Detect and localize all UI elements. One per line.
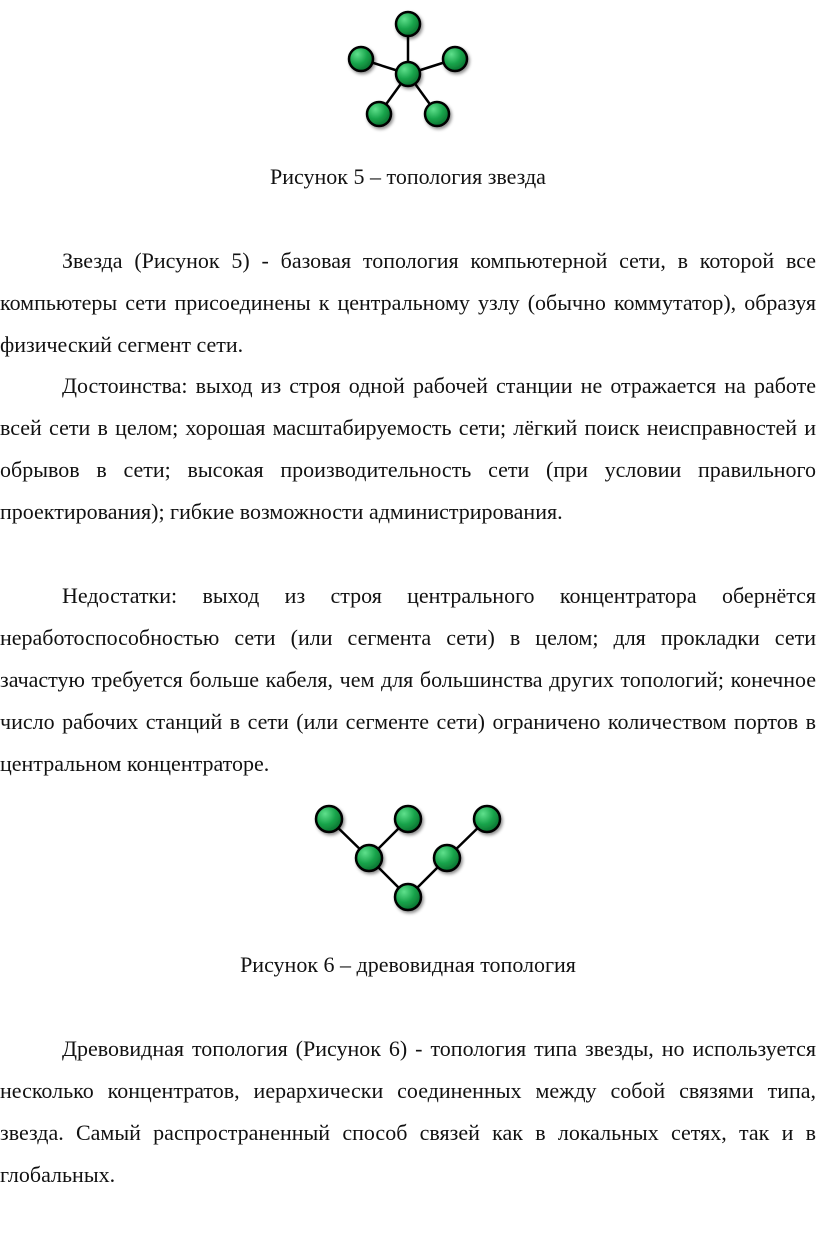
network-node	[367, 102, 391, 126]
network-node	[395, 806, 421, 832]
figure-5-caption: Рисунок 5 – топология звезда	[270, 164, 546, 189]
figure-star-topology	[0, 8, 816, 140]
network-node	[316, 806, 342, 832]
network-node	[349, 47, 373, 71]
figure-tree-topology	[0, 800, 816, 920]
paragraph-advantages: Достоинства: выход из строя одной рабочей станции не отражается на работе всей сети в целом; хорошая масштабируемость сети; лёгкий поиск неисправностей и обрывов в сети; высокая производительность сети (при условии правильного проектирования); гибкие возможности администрирования.	[0, 373, 816, 524]
hub-node	[434, 845, 460, 871]
figure-6-caption: Рисунок 6 – древовидная топология	[240, 952, 576, 977]
paragraph-star-topology: Звезда (Рисунок 5) - базовая топология компьютерной сети, в которой все компьютеры сети присоединены к центральному узлу (обычно коммутатор), образуя физический сегмент сети.	[0, 248, 816, 357]
tree-topology-diagram	[0, 800, 816, 920]
paragraph-tree-topology: Древовидная топология (Рисунок 6) - топология типа звезды, но используется несколько концентратов, иерархически соединенных между собой связями типа, звезда. Самый распространенный способ связей как в локальных сетях, так и в глобальных.	[0, 1036, 816, 1187]
network-node	[396, 12, 420, 36]
network-node	[425, 102, 449, 126]
central-hub-node	[396, 62, 420, 86]
star-topology-diagram	[0, 8, 816, 140]
root-node	[395, 884, 421, 910]
paragraph-disadvantages: Недостатки: выход из строя центрального концентратора обернётся неработоспособностью сети (или сегмента сети) в целом; для прокладки сети зачастую требуется больше кабеля, чем для большинства других топологий; конечное число рабочих станций в сети (или сегменте сети) ограничено количеством портов в центральном концентраторе.	[0, 583, 816, 776]
network-node	[443, 47, 467, 71]
network-node	[474, 806, 500, 832]
hub-node	[356, 845, 382, 871]
